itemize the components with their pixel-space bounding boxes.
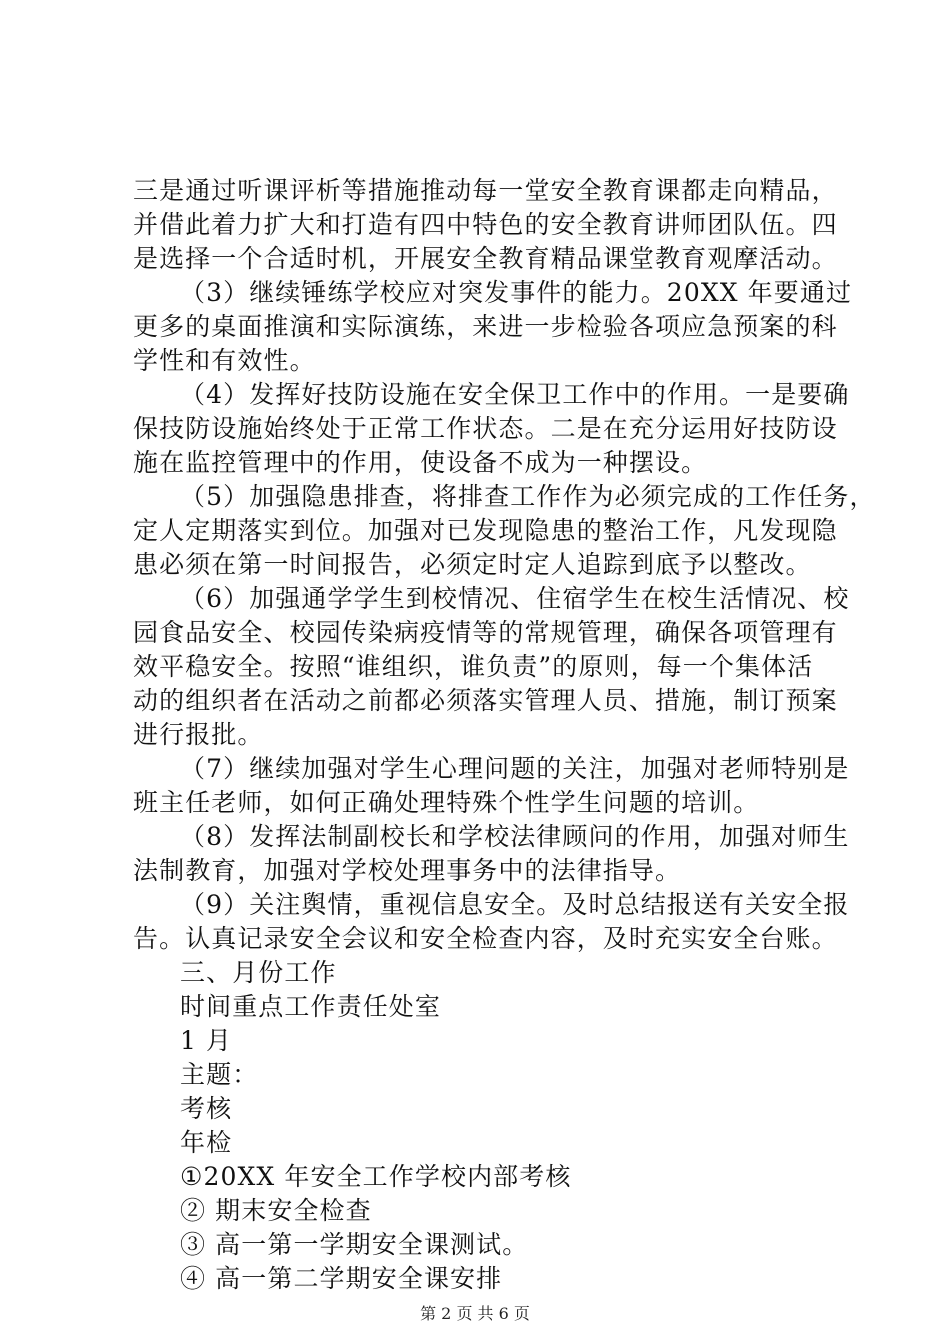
- table-header-text: 时间重点工作责任处室: [180, 992, 442, 1021]
- text-line: 进行报批。: [133, 720, 264, 749]
- page-footer: 第 2 页 共 6 页: [420, 1304, 530, 1323]
- text-line: 定人定期落实到位。加强对已发现隐患的整治工作，凡发现隐: [133, 516, 838, 545]
- text-line: 保技防设施始终处于正常工作状态。二是在充分运用好技防设: [133, 414, 838, 443]
- paragraph-7-line: （7）继续加强对学生心理问题的关注，加强对老师特别是: [180, 754, 850, 783]
- paragraph-8-line: （8）发挥法制副校长和学校法律顾问的作用，加强对师生: [180, 822, 850, 851]
- text-line: 三是通过听课评析等措施推动每一堂安全教育课都走向精品，: [133, 176, 838, 205]
- text-line: 更多的桌面推演和实际演练，来进一步检验各项应急预案的科: [133, 312, 838, 341]
- text-line: 是选择一个合适时机，开展安全教育精品课堂教育观摩活动。: [133, 244, 838, 273]
- text-line: 班主任老师，如何正确处理特殊个性学生问题的培训。: [133, 788, 760, 817]
- theme-item: 年检: [180, 1128, 233, 1157]
- text-line: 动的组织者在活动之前都必须落实管理人员、措施，制订预案: [133, 686, 838, 715]
- paragraph-5-line: （5）加强隐患排查，将排查工作作为必须完成的工作任务，: [180, 482, 876, 511]
- text-line: 园食品安全、校园传染病疫情等的常规管理，确保各项管理有: [133, 618, 838, 647]
- paragraph-4-line: （4）发挥好技防设施在安全保卫工作中的作用。一是要确: [180, 380, 850, 409]
- paragraph-9-line: （9）关注舆情，重视信息安全。及时总结报送有关安全报: [180, 890, 850, 919]
- text-line: 法制教育，加强对学校处理事务中的法律指导。: [133, 856, 682, 885]
- work-item: ③ 高一第一学期安全课测试。: [180, 1230, 529, 1259]
- theme-label: 主题：: [180, 1060, 259, 1089]
- text-line: 并借此着力扩大和打造有四中特色的安全教育讲师团队伍。四: [133, 210, 838, 239]
- text-line: 效平稳安全。按照“谁组织，谁负责”的原则，每一个集体活: [133, 652, 814, 681]
- paragraph-6-line: （6）加强通学学生到校情况、住宿学生在校生活情况、校: [180, 584, 850, 613]
- work-item: ② 期末安全检查: [180, 1196, 372, 1225]
- section-heading: 三、月份工作: [180, 958, 337, 987]
- theme-item: 考核: [180, 1094, 233, 1123]
- text-line: 告。认真记录安全会议和安全检查内容，及时充实安全台账。: [133, 924, 838, 953]
- paragraph-3-line: （3）继续锤练学校应对突发事件的能力。20XX 年要通过: [180, 278, 853, 307]
- month-label: 1 月: [180, 1026, 233, 1055]
- text-line: 患必须在第一时间报告，必须定时定人追踪到底予以整改。: [133, 550, 812, 579]
- work-item: ④ 高一第二学期安全课安排: [180, 1264, 503, 1293]
- text-line: 学性和有效性。: [133, 346, 316, 375]
- work-item: ①20XX 年安全工作学校内部考核: [180, 1162, 572, 1191]
- text-line: 施在监控管理中的作用，使设备不成为一种摆设。: [133, 448, 708, 477]
